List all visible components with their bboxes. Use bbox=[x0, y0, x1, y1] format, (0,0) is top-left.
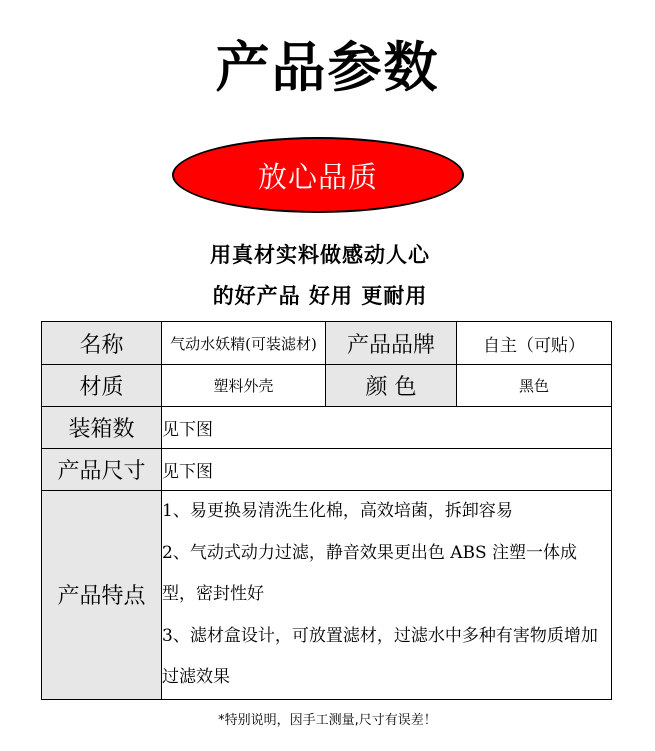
name-value: 气动水妖精(可装滤材) bbox=[162, 322, 326, 365]
size-value: 见下图 bbox=[162, 449, 612, 491]
page-title: 产品参数 bbox=[215, 36, 440, 99]
packing-value: 见下图 bbox=[162, 407, 612, 449]
color-value: 黑色 bbox=[457, 365, 612, 407]
slogan-line-2: 的好产品 好用 更耐用 bbox=[212, 284, 428, 308]
feature-item: 2、气动式动力过滤，静音效果更出色 ABS 注塑一体成型，密封性好 bbox=[162, 542, 578, 604]
color-label: 颜 色 bbox=[326, 365, 457, 407]
feature-item: 3、滤材盒设计，可放置滤材，过滤水中多种有害物质增加过滤效果 bbox=[162, 625, 598, 687]
table-row bbox=[42, 407, 612, 449]
table-row bbox=[42, 365, 612, 407]
brand-label: 产品品牌 bbox=[326, 322, 457, 365]
slogan-line-1: 用真材实料做感动人心 bbox=[210, 243, 430, 267]
packing-label: 装箱数 bbox=[42, 407, 162, 449]
material-value: 塑料外壳 bbox=[162, 365, 326, 407]
table-row bbox=[42, 322, 612, 365]
material-label: 材质 bbox=[42, 365, 162, 407]
quality-badge bbox=[172, 137, 464, 213]
features-label: 产品特点 bbox=[42, 491, 162, 700]
footnote: *特别说明，因手工测量,尺寸有误差！ bbox=[218, 713, 437, 728]
table-row bbox=[42, 491, 612, 700]
product-params-table bbox=[41, 321, 612, 700]
table-row bbox=[42, 449, 612, 491]
feature-item: 1、易更换易清洗生化棉，高效培菌，拆卸容易 bbox=[162, 501, 513, 521]
name-label: 名称 bbox=[42, 322, 162, 365]
size-label: 产品尺寸 bbox=[42, 449, 162, 491]
brand-value: 自主（可贴） bbox=[457, 322, 612, 365]
features-list bbox=[162, 491, 612, 700]
quality-badge-label: 放心品质 bbox=[257, 159, 378, 194]
